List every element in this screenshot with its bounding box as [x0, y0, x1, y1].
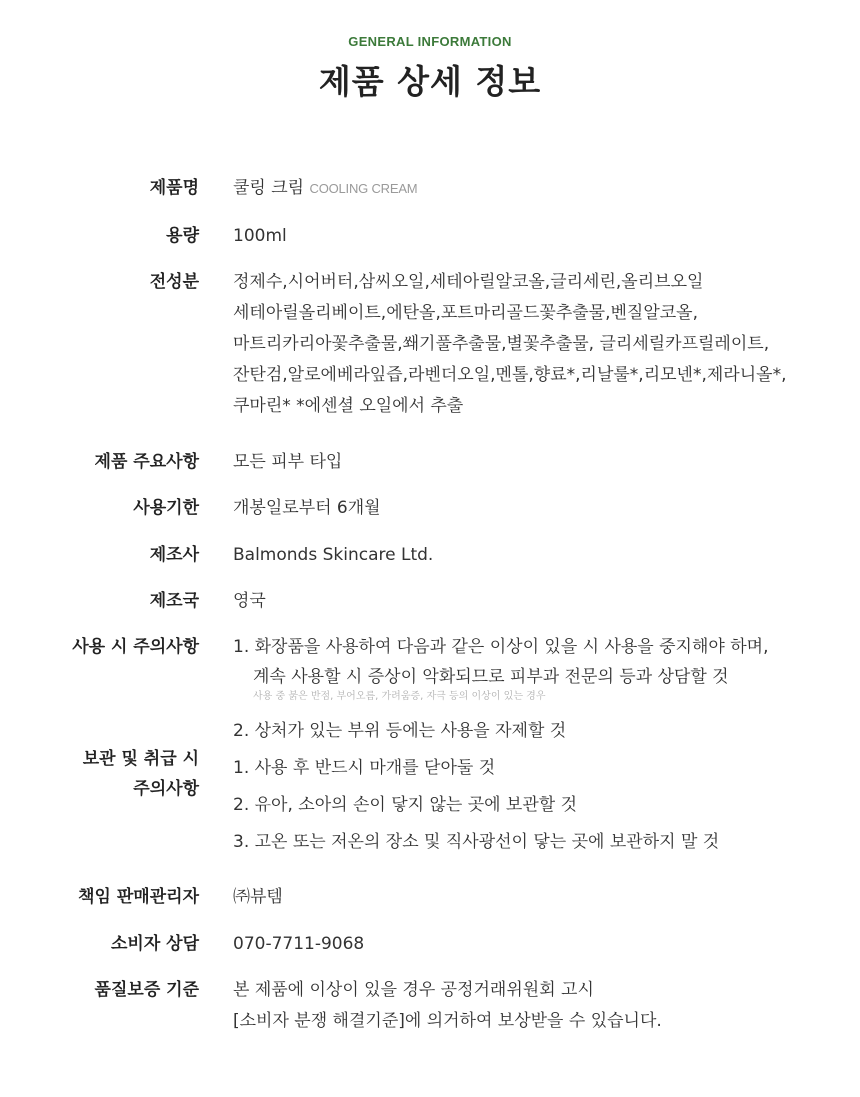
ingredients-line: 세테아릴올리베이트,에탄올,포트마리골드꽃추출물,벤질알코올, [233, 303, 699, 323]
seller-label: 책임 판매관리자 [78, 887, 199, 907]
storage-label [83, 744, 199, 804]
product-name-en: COOLING CREAM [309, 181, 418, 196]
storage-label-line-2: 주의사항 [133, 779, 199, 799]
ingredients-line: 마트리카리아꽃추출물,쐐기풀추출물,별꽃추출물, 글리세릴카프릴레이트, [233, 334, 770, 354]
skin-type-value: 모든 피부 타입 [233, 452, 343, 472]
quality-line: 본 제품에 이상이 있을 경우 공정거래위원회 고시 [233, 980, 594, 1000]
product-name-label: 제품명 [149, 178, 199, 198]
ingredients-value [233, 267, 786, 422]
product-name-value [233, 173, 417, 204]
caution-item-2: 2. 상처가 있는 부위 등에는 사용을 자제할 것 [233, 721, 567, 741]
ingredients-line: 쿠마린* *에센셜 오일에서 추출 [233, 396, 464, 416]
ingredients-line: 정제수,시어버터,삼씨오일,세테아릴알코올,글리세린,올리브오일 [233, 272, 704, 292]
caution-label: 사용 시 주의사항 [72, 637, 199, 657]
storage-item-3: 3. 고온 또는 저온의 장소 및 직사광선이 닿는 곳에 보관하지 말 것 [233, 832, 720, 852]
contact-phone: 070-7711-9068 [233, 934, 365, 954]
product-name-ko: 쿨링 크림 [233, 178, 305, 198]
expiry-value: 개봉일로부터 6개월 [233, 498, 381, 518]
quality-line: [소비자 분쟁 해결기준]에 의거하여 보상받을 수 있습니다. [233, 1011, 662, 1031]
quality-label: 품질보증 기준 [94, 980, 199, 1000]
caution-item-1-line-2: 계속 사용할 시 증상이 악화되므로 피부과 전문의 등과 상담할 것 [253, 667, 729, 687]
quality-value [233, 975, 662, 1037]
storage-item-1: 1. 사용 후 반드시 마개를 닫아둘 것 [233, 758, 496, 778]
page-title: 제품 상세 정보 [318, 62, 542, 101]
storage-item-2: 2. 유아, 소아의 손이 닿지 않는 곳에 보관할 것 [233, 795, 578, 815]
section-eyebrow: GENERAL INFORMATION [348, 34, 512, 49]
manufacturer-label: 제조사 [149, 545, 199, 565]
expiry-label: 사용기한 [133, 498, 199, 518]
storage-label-line-1: 보관 및 취급 시 [82, 749, 199, 769]
seller-value: ㈜뷰템 [233, 887, 283, 907]
volume-value: 100ml [233, 226, 287, 246]
country-value: 영국 [233, 591, 266, 611]
caution-item-1-line-1: 1. 화장품을 사용하여 다음과 같은 이상이 있을 시 사용을 중지해야 하며, [233, 637, 769, 657]
contact-label: 소비자 상담 [110, 934, 199, 954]
volume-label: 용량 [166, 226, 199, 246]
skin-type-label: 제품 주요사항 [94, 452, 199, 472]
caution-note: 사용 중 붉은 반점, 부어오름, 가려움증, 자극 등의 이상이 있는 경우 [253, 691, 546, 702]
manufacturer-value: Balmonds Skincare Ltd. [233, 545, 434, 565]
country-label: 제조국 [149, 591, 199, 611]
ingredients-label: 전성분 [149, 272, 199, 292]
ingredients-line: 잔탄검,알로에베라잎즙,라벤더오일,멘톨,향료*,리날룰*,리모넨*,제라니올*, [233, 365, 787, 385]
